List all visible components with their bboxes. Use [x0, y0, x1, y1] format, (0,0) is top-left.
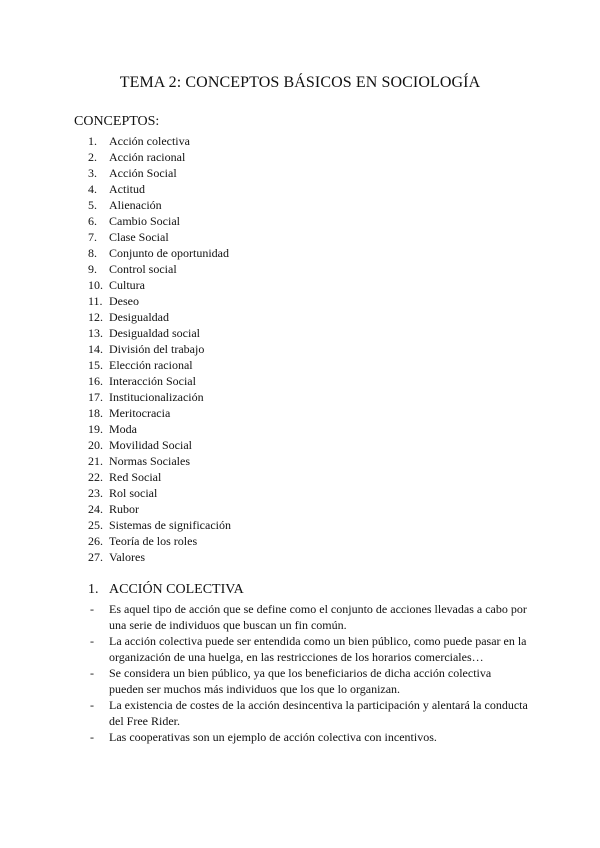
concept-label: Meritocracia [109, 406, 171, 420]
concept-label: Interacción Social [109, 374, 196, 388]
concept-label: Moda [109, 422, 137, 436]
concept-list-item [88, 421, 231, 437]
section-bullet-list [88, 601, 528, 745]
concept-list-item [88, 549, 231, 565]
bullet-item [88, 665, 528, 697]
page-title: TEMA 2: CONCEPTOS BÁSICOS EN SOCIOLOGÍA [119, 74, 481, 91]
concept-list-item [88, 325, 231, 341]
concept-label: Actitud [109, 182, 145, 196]
concept-number: 2. [88, 150, 97, 164]
concept-number: 3. [88, 166, 97, 180]
bullet-dash: - [90, 730, 94, 744]
concept-number: 8. [88, 246, 97, 260]
concept-label: Desigualdad social [109, 326, 200, 340]
bullet-item [88, 729, 528, 745]
concept-list-item [88, 501, 231, 517]
concept-list-item [88, 149, 231, 165]
bullet-dash: - [90, 666, 94, 680]
concept-number: 18. [88, 406, 103, 420]
concept-number: 27. [88, 550, 103, 564]
concept-number: 12. [88, 310, 103, 324]
concept-label: Elección racional [109, 358, 193, 372]
concept-list-item [88, 181, 231, 197]
concept-number: 24. [88, 502, 103, 516]
concept-list-item [88, 309, 231, 325]
concept-label: Cultura [109, 278, 145, 292]
concept-number: 17. [88, 390, 103, 404]
concept-label: Institucionalización [109, 390, 204, 404]
concept-label: División del trabajo [109, 342, 205, 356]
concept-number: 11. [88, 294, 103, 308]
bullet-dash: - [90, 698, 94, 712]
concept-list-item [88, 277, 231, 293]
concept-label: Cambio Social [109, 214, 180, 228]
concept-number: 4. [88, 182, 97, 196]
concept-label: Sistemas de significación [109, 518, 231, 532]
bullet-text: Es aquel tipo de acción que se define como el conjunto de acciones llevadas a cabo por una serie de individuos que buscan un fin común. [109, 602, 527, 632]
section-number: 1. [88, 582, 99, 597]
concept-label: Teoría de los roles [109, 534, 198, 548]
concept-label: Desigualdad [109, 310, 169, 324]
concept-list-item [88, 533, 231, 549]
bullet-text: La existencia de costes de la acción desincentiva la participación y alentará la conducta del Free Rider. [109, 698, 528, 728]
concept-label: Control social [109, 262, 177, 276]
concept-label: Clase Social [109, 230, 169, 244]
concept-number: 6. [88, 214, 97, 228]
concept-number: 19. [88, 422, 103, 436]
concept-list-item [88, 469, 231, 485]
concept-label: Deseo [109, 294, 139, 308]
concept-number: 5. [88, 198, 97, 212]
bullet-text: Las cooperativas son un ejemplo de acción colectiva con incentivos. [109, 730, 437, 744]
concept-number: 15. [88, 358, 103, 372]
concept-label: Movilidad Social [109, 438, 192, 452]
bullet-item [88, 601, 528, 633]
concept-list-item [88, 229, 231, 245]
concept-number: 25. [88, 518, 103, 532]
concept-list-item [88, 213, 231, 229]
concept-number: 9. [88, 262, 97, 276]
concepts-list [88, 133, 231, 565]
concept-list-item [88, 261, 231, 277]
concept-number: 10. [88, 278, 103, 292]
concept-number: 13. [88, 326, 103, 340]
concept-list-item [88, 341, 231, 357]
concept-label: Acción Social [109, 166, 177, 180]
section-title: ACCIÓN COLECTIVA [109, 582, 244, 597]
bullet-dash: - [90, 634, 94, 648]
concept-list-item [88, 245, 231, 261]
concept-label: Conjunto de oportunidad [109, 246, 229, 260]
bullet-text: Se considera un bien público, ya que los beneficiarios de dicha acción colectiva pueden ser muchos más individuos que los que lo organizan. [109, 666, 492, 696]
concept-number: 22. [88, 470, 103, 484]
concept-label: Acción colectiva [109, 134, 190, 148]
concept-list-item [88, 357, 231, 373]
concept-number: 23. [88, 486, 103, 500]
concept-list-item [88, 373, 231, 389]
concept-list-item [88, 405, 231, 421]
concept-number: 16. [88, 374, 103, 388]
concept-list-item [88, 165, 231, 181]
concept-number: 1. [88, 134, 97, 148]
bullet-text: La acción colectiva puede ser entendida como un bien público, como puede pasar en la organización de una huelga, en las restricciones de los horarios comerciales… [109, 634, 527, 664]
concept-list-item [88, 453, 231, 469]
concept-number: 20. [88, 438, 103, 452]
concept-label: Rol social [109, 486, 158, 500]
concept-label: Valores [109, 550, 145, 564]
concepts-heading: CONCEPTOS: [74, 114, 160, 129]
concept-label: Red Social [109, 470, 162, 484]
concept-label: Rubor [109, 502, 139, 516]
concept-list-item [88, 485, 231, 501]
concept-list-item [88, 133, 231, 149]
concept-list-item [88, 197, 231, 213]
concept-label: Normas Sociales [109, 454, 190, 468]
bullet-item [88, 633, 528, 665]
section-heading [88, 582, 244, 598]
concept-label: Alienación [109, 198, 162, 212]
concept-number: 14. [88, 342, 103, 356]
concept-number: 26. [88, 534, 103, 548]
concept-list-item [88, 517, 231, 533]
concept-label: Acción racional [109, 150, 186, 164]
bullet-dash: - [90, 602, 94, 616]
concept-list-item [88, 389, 231, 405]
concept-list-item [88, 437, 231, 453]
concept-list-item [88, 293, 231, 309]
bullet-item [88, 697, 528, 729]
concept-number: 7. [88, 230, 97, 244]
concept-number: 21. [88, 454, 103, 468]
